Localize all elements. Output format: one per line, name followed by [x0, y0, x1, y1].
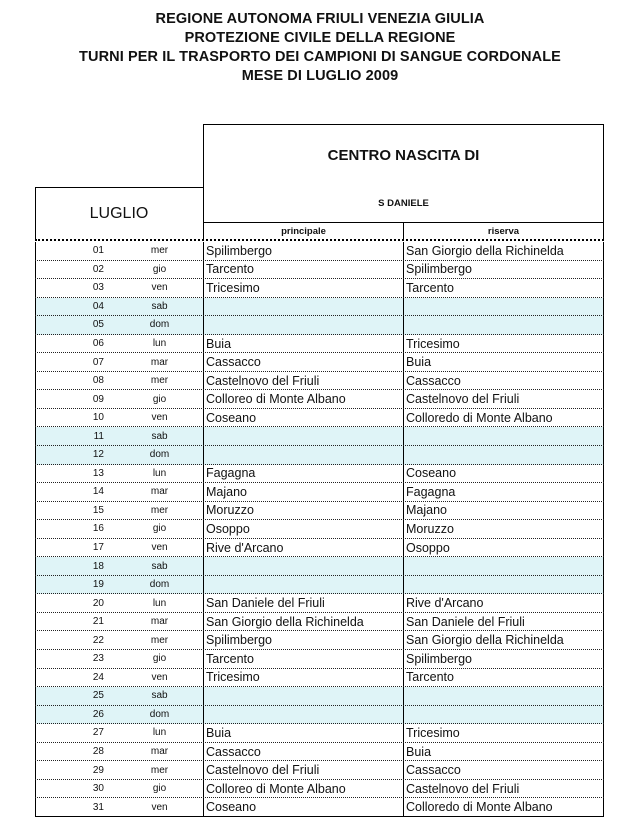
principale-cell: Cassacco	[203, 353, 403, 371]
table-row	[35, 613, 604, 632]
table-row	[35, 761, 604, 780]
principale-cell: Majano	[203, 483, 403, 501]
day-number-cell: 09	[35, 390, 108, 408]
column-header-riserva: riserva	[403, 222, 604, 241]
riserva-cell: Spilimbergo	[403, 261, 604, 279]
principale-cell	[203, 427, 403, 445]
principale-cell: Osoppo	[203, 520, 403, 538]
day-number-cell: 20	[35, 594, 108, 612]
weekday-cell: mer	[150, 764, 169, 776]
day-number-cell: 05	[35, 316, 108, 334]
principale-cell: Tricesimo	[203, 279, 403, 297]
riserva-cell: Cassacco	[403, 372, 604, 390]
day-number-cell: 29	[35, 761, 108, 779]
weekday-cell: dom	[149, 579, 170, 591]
table-row	[35, 261, 604, 280]
day-number-cell: 06	[35, 335, 108, 353]
weekday-cell: lun	[152, 727, 167, 739]
table-row	[35, 242, 604, 261]
principale-cell	[203, 316, 403, 334]
principale-cell	[203, 446, 403, 464]
principale-cell	[203, 687, 403, 705]
table-row	[35, 798, 604, 817]
riserva-cell: Coseano	[403, 465, 604, 483]
day-number-cell: 02	[35, 261, 108, 279]
table-row	[35, 650, 604, 669]
principale-cell: Spilimbergo	[203, 631, 403, 649]
table-row	[35, 465, 604, 484]
schedule-title: TURNI PER IL TRASPORTO DEI CAMPIONI DI SANGUE CORDONALE	[79, 49, 561, 65]
header-divider	[35, 239, 604, 241]
table-row	[35, 298, 604, 317]
riserva-cell: Tarcento	[403, 279, 604, 297]
weekday-cell: ven	[151, 671, 168, 683]
riserva-cell	[403, 298, 604, 316]
principale-cell: Moruzzo	[203, 502, 403, 520]
table-row	[35, 316, 604, 335]
weekday-cell: mar	[150, 746, 169, 758]
day-number-cell: 12	[35, 446, 108, 464]
principale-cell: Tarcento	[203, 650, 403, 668]
weekday-cell: ven	[151, 542, 168, 554]
day-number-cell: 25	[35, 687, 108, 705]
riserva-cell	[403, 446, 604, 464]
table-row	[35, 502, 604, 521]
table-row	[35, 557, 604, 576]
column-header-principale: principale	[203, 222, 403, 241]
weekday-cell: sab	[151, 690, 168, 702]
principale-cell: Rive d'Arcano	[203, 539, 403, 557]
day-number-cell: 11	[35, 427, 108, 445]
day-number-cell: 15	[35, 502, 108, 520]
principale-cell: Coseano	[203, 409, 403, 427]
day-number-cell: 04	[35, 298, 108, 316]
day-number-cell: 07	[35, 353, 108, 371]
day-number-cell: 28	[35, 743, 108, 761]
day-number-cell: 22	[35, 631, 108, 649]
weekday-cell: lun	[152, 467, 167, 479]
schedule-table-body	[35, 242, 604, 817]
riserva-cell: Majano	[403, 502, 604, 520]
riserva-cell: Buia	[403, 353, 604, 371]
weekday-cell: mer	[150, 504, 169, 516]
riserva-cell: Colloredo di Monte Albano	[403, 409, 604, 427]
weekday-cell: ven	[151, 282, 168, 294]
riserva-cell: San Daniele del Friuli	[403, 613, 604, 631]
riserva-cell: Tarcento	[403, 669, 604, 687]
day-number-cell: 08	[35, 372, 108, 390]
table-row	[35, 520, 604, 539]
day-number-cell: 24	[35, 669, 108, 687]
riserva-cell: Tricesimo	[403, 724, 604, 742]
weekday-cell: gio	[152, 783, 167, 795]
table-row	[35, 669, 604, 688]
table-row	[35, 743, 604, 762]
day-number-cell: 13	[35, 465, 108, 483]
centro-label: CENTRO NASCITA DI	[327, 147, 480, 164]
weekday-cell: sab	[151, 560, 168, 572]
principale-cell: San Giorgio della Richinelda	[203, 613, 403, 631]
principale-cell: Castelnovo del Friuli	[203, 372, 403, 390]
table-row	[35, 446, 604, 465]
principale-cell: Buia	[203, 335, 403, 353]
riserva-cell	[403, 427, 604, 445]
weekday-cell: gio	[152, 263, 167, 275]
day-number-cell: 27	[35, 724, 108, 742]
region-title: REGIONE AUTONOMA FRIULI VENEZIA GIULIA	[155, 11, 485, 27]
principale-cell: Spilimbergo	[203, 242, 403, 260]
riserva-cell: San Giorgio della Richinelda	[403, 631, 604, 649]
weekday-cell: sab	[151, 300, 168, 312]
principale-cell	[203, 576, 403, 594]
table-row	[35, 390, 604, 409]
table-row	[35, 279, 604, 298]
day-number-cell: 19	[35, 576, 108, 594]
riserva-cell: Tricesimo	[403, 335, 604, 353]
weekday-cell: mar	[150, 486, 169, 498]
riserva-cell: Fagagna	[403, 483, 604, 501]
weekday-cell: mer	[150, 375, 169, 387]
principale-cell: Castelnovo del Friuli	[203, 761, 403, 779]
riserva-cell	[403, 557, 604, 575]
month-label: LUGLIO	[89, 205, 149, 222]
riserva-cell: Castelnovo del Friuli	[403, 390, 604, 408]
weekday-cell: mar	[150, 356, 169, 368]
riserva-cell: Rive d'Arcano	[403, 594, 604, 612]
centro-name: S DANIELE	[378, 198, 429, 209]
weekday-cell: sab	[151, 430, 168, 442]
weekday-cell: lun	[152, 338, 167, 349]
table-row	[35, 372, 604, 391]
principale-cell: San Daniele del Friuli	[203, 594, 403, 612]
table-row	[35, 427, 604, 446]
day-number-cell: 01	[35, 242, 108, 260]
table-row	[35, 724, 604, 743]
weekday-cell: gio	[152, 653, 167, 665]
table-row	[35, 594, 604, 613]
table-row	[35, 483, 604, 502]
department-title: PROTEZIONE CIVILE DELLA REGIONE	[184, 30, 456, 46]
weekday-cell: dom	[149, 319, 170, 331]
table-row	[35, 335, 604, 354]
table-row	[35, 687, 604, 706]
weekday-cell: gio	[152, 523, 167, 535]
day-number-cell: 26	[35, 706, 108, 724]
day-number-cell: 30	[35, 780, 108, 798]
principale-cell: Coseano	[203, 798, 403, 816]
day-number-cell: 10	[35, 409, 108, 427]
day-number-cell: 18	[35, 557, 108, 575]
document-header	[0, 10, 640, 86]
principale-cell: Tarcento	[203, 261, 403, 279]
day-number-cell: 21	[35, 613, 108, 631]
month-title: MESE DI LUGLIO 2009	[241, 68, 399, 84]
day-number-cell: 16	[35, 520, 108, 538]
riserva-cell: Osoppo	[403, 539, 604, 557]
table-row	[35, 353, 604, 372]
riserva-cell	[403, 706, 604, 724]
riserva-cell	[403, 576, 604, 594]
principale-cell: Colloreo di Monte Albano	[203, 390, 403, 408]
weekday-cell: gio	[152, 393, 167, 405]
weekday-cell: dom	[149, 708, 170, 720]
table-row	[35, 780, 604, 799]
table-row	[35, 576, 604, 595]
day-number-cell: 23	[35, 650, 108, 668]
principale-cell	[203, 557, 403, 575]
riserva-cell: Spilimbergo	[403, 650, 604, 668]
weekday-cell: ven	[151, 412, 168, 424]
weekday-cell: mer	[150, 634, 169, 646]
weekday-cell: ven	[151, 801, 168, 813]
table-row	[35, 409, 604, 428]
riserva-cell: Moruzzo	[403, 520, 604, 538]
riserva-cell	[403, 687, 604, 705]
table-row	[35, 706, 604, 725]
riserva-cell: San Giorgio della Richinelda	[403, 242, 604, 260]
principale-cell: Colloreo di Monte Albano	[203, 780, 403, 798]
weekday-cell: lun	[152, 597, 167, 609]
principale-cell	[203, 298, 403, 316]
riserva-cell: Colloredo di Monte Albano	[403, 798, 604, 816]
principale-cell	[203, 706, 403, 724]
principale-cell: Cassacco	[203, 743, 403, 761]
riserva-cell: Buia	[403, 743, 604, 761]
riserva-cell: Castelnovo del Friuli	[403, 780, 604, 798]
principale-cell: Buia	[203, 724, 403, 742]
day-number-cell: 14	[35, 483, 108, 501]
day-number-cell: 17	[35, 539, 108, 557]
weekday-cell: dom	[149, 449, 170, 461]
day-number-cell: 31	[35, 798, 108, 816]
riserva-cell: Cassacco	[403, 761, 604, 779]
table-row	[35, 631, 604, 650]
weekday-cell: mer	[150, 245, 169, 257]
table-row	[35, 539, 604, 558]
riserva-cell	[403, 316, 604, 334]
day-number-cell: 03	[35, 279, 108, 297]
weekday-cell: mar	[150, 616, 169, 628]
principale-cell: Tricesimo	[203, 669, 403, 687]
principale-cell: Fagagna	[203, 465, 403, 483]
